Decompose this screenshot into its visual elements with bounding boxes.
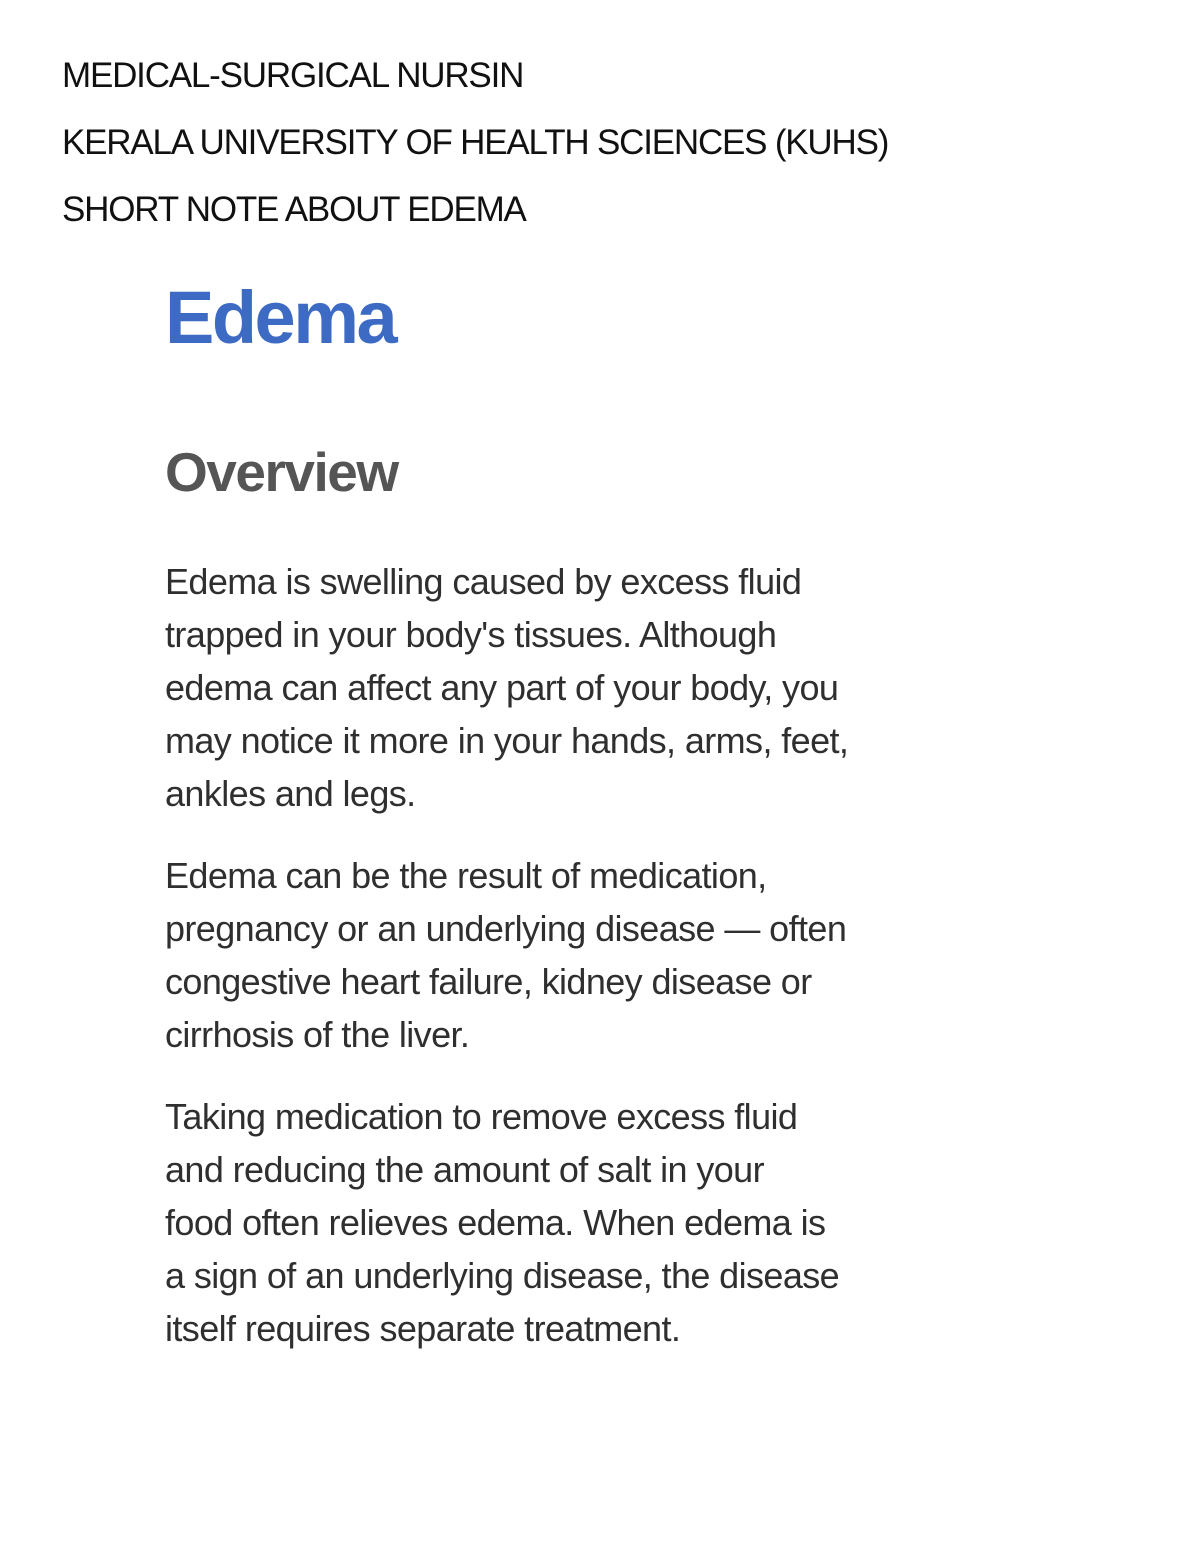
- paragraph-line: Taking medication to remove excess fluid: [165, 1096, 798, 1137]
- article: [165, 272, 965, 1349]
- paragraph-line: may notice it more in your hands, arms, feet,: [165, 720, 849, 761]
- paragraph-line: edema can affect any part of your body, you: [165, 667, 839, 708]
- paragraph-causes: [165, 849, 965, 1061]
- paragraph-line: a sign of an underlying disease, the disease: [165, 1255, 840, 1296]
- header-university: KERALA UNIVERSITY OF HEALTH SCIENCES (KUHS): [62, 123, 889, 162]
- section-heading-overview: Overview: [165, 441, 398, 503]
- document-header: [62, 56, 1062, 257]
- paragraph-line: pregnancy or an underlying disease — often: [165, 908, 847, 949]
- paragraph-line: ankles and legs.: [165, 773, 416, 814]
- paragraph-line: food often relieves edema. When edema is: [165, 1202, 826, 1243]
- paragraph-treatment: [165, 1090, 965, 1355]
- paragraph-line: Edema can be the result of medication,: [165, 855, 767, 896]
- paragraph-line: Edema is swelling caused by excess fluid: [165, 561, 802, 602]
- article-title: Edema: [165, 276, 396, 359]
- paragraph-line: itself requires separate treatment.: [165, 1308, 681, 1349]
- paragraph-definition: [165, 555, 965, 820]
- paragraph-line: congestive heart failure, kidney disease or: [165, 961, 812, 1002]
- paragraph-line: cirrhosis of the liver.: [165, 1014, 470, 1055]
- paragraph-line: and reducing the amount of salt in your: [165, 1149, 764, 1190]
- header-note-title: SHORT NOTE ABOUT EDEMA: [62, 190, 526, 229]
- paragraph-line: trapped in your body's tissues. Although: [165, 614, 777, 655]
- overview-body: [165, 555, 965, 1384]
- header-subject: MEDICAL-SURGICAL NURSIN: [62, 56, 524, 95]
